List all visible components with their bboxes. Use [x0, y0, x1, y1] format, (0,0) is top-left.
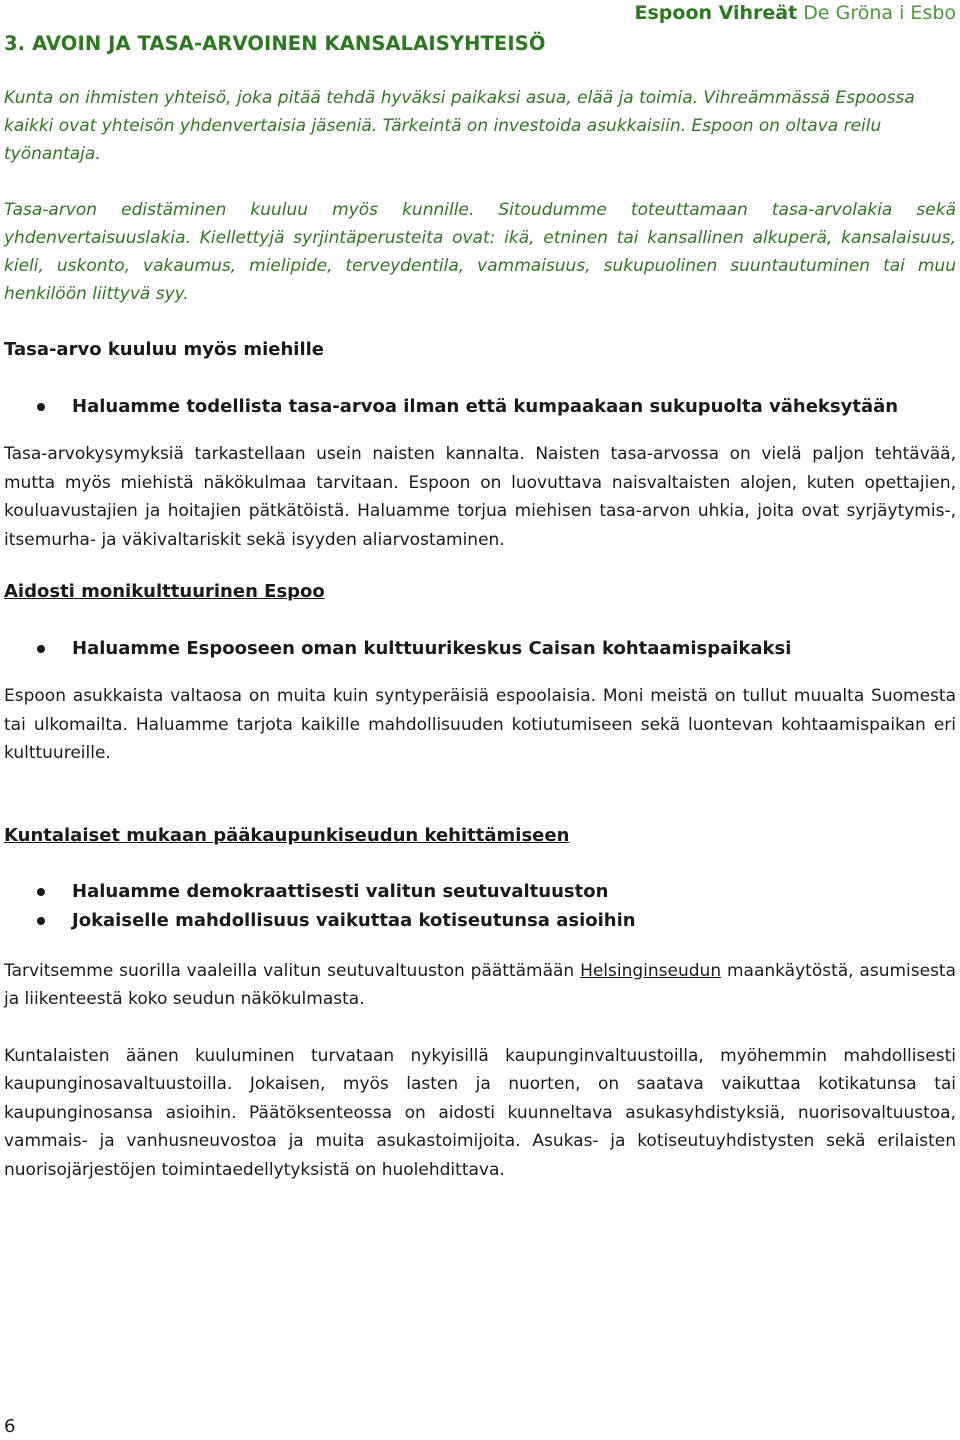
section-3-body-2: Kuntalaisten äänen kuuluminen turvataan nykyisillä kaupunginvaltuustoilla, myöhemmin mahdollisesti kaupunginosavaltuustoilla. Jokaisen, myös lasten ja nuorten, on saatava vaikuttaa kotikatunsa tai kaupunginosansa asioihin. Päätöksenteossa on aidosti kuunneltava asukasyhdistyksiä, nuorisovaltuustoa, vammais- ja vanhusneuvostoa ja muita asukastoimijoita. Asukas- ja kotiseutuyhdistysten sekä erilaisten nuorisojärjestöjen toimintaedellytyksistä on huolehdittava. — [4, 1045, 956, 1180]
chapter-title: 3. AVOIN JA TASA-ARVOINEN KANSALAISYHTEISÖ — [4, 32, 546, 55]
brand-name-finnish: Espoon Vihreät — [634, 2, 798, 24]
document-content — [4, 84, 956, 1184]
section-heading-equality-men: Tasa-arvo kuuluu myös miehille — [4, 339, 324, 360]
section-heading-capital-region: Kuntalaiset mukaan pääkaupunkiseudun kehittämiseen — [4, 824, 570, 846]
intro-paragraph-2: Tasa-arvon edistäminen kuuluu myös kunnille. Sitoudumme toteuttamaan tasa-arvolakia sekä yhdenvertaisuuslakia. Kiellettyjä syrjintäperusteita ovat: ikä, etninen tai kansallinen alkuperä, kansalaisuus, kieli, uskonto, vakaumus, mielipide, terveydentila, vammaisuus, sukupuolinen suuntautuminen tai muu henkilöön liittyvä syy. — [4, 200, 956, 304]
section-2-bullet-list — [4, 634, 956, 663]
section-heading-multicultural: Aidosti monikulttuurinen Espoo — [4, 581, 325, 602]
party-logo-text — [635, 2, 957, 24]
body-text: maankäytöstä, asumisesta ja liikenteestä koko seudun näkökulmasta. — [4, 960, 957, 1009]
bullet-item: Jokaiselle mahdollisuus vaikuttaa kotiseutunsa asioihin — [4, 906, 956, 935]
section-1-body: Tasa-arvokysymyksiä tarkastellaan usein naisten kannalta. Naisten tasa-arvossa on vielä paljon tehtävää, mutta myös miehistä näkökulmaa tarvitaan. Espoon on luovuttava naisvaltaisten alojen, kuten opettajien, kouluavustajien ja hoitajien pätkätöistä. Haluamme torjua miehisen tasa-arvon uhkia, joita ovat syrjäytymis-, itsemurha- ja väkivaltariskit sekä isyyden aliarvostaminen. — [4, 444, 956, 550]
body-text: Tarvitsemme suorilla vaaleilla valitun seutuvaltuuston päättämään — [4, 960, 581, 981]
bullet-item: Haluamme todellista tasa-arvoa ilman että kumpaakaan sukupuolta väheksytään — [4, 392, 956, 421]
brand-name-swedish: De Gröna i Esbo — [803, 2, 956, 24]
section-3-bullet-list — [4, 877, 956, 935]
page-number: 6 — [4, 1416, 16, 1437]
bullet-item: Haluamme Espooseen oman kulttuurikeskus Caisan kohtaamispaikaksi — [4, 634, 956, 663]
helsinginseudun-link[interactable]: Helsinginseudun — [580, 960, 722, 981]
section-3-body-1 — [4, 957, 956, 1014]
section-1-bullet-list — [4, 392, 956, 421]
bullet-item: Haluamme demokraattisesti valitun seutuvaltuuston — [4, 877, 956, 906]
intro-paragraph-1: Kunta on ihmisten yhteisö, joka pitää tehdä hyväksi paikaksi asua, elää ja toimia. Vihreämmässä Espoossa kaikki ovat yhteisön yhdenvertaisia jäseniä. Tärkeintä on investoida asukkaisiin. Espoon on oltava reilu työnantaja. — [4, 88, 915, 164]
section-2-body: Espoon asukkaista valtaosa on muita kuin syntyperäisiä espoolaisia. Moni meistä on tullut muualta Suomesta tai ulkomailta. Haluamme tarjota kaikille mahdollisuuden kotiutumiseen sekä luontevan kohtaamispaikan eri kulttuureille. — [4, 686, 956, 763]
